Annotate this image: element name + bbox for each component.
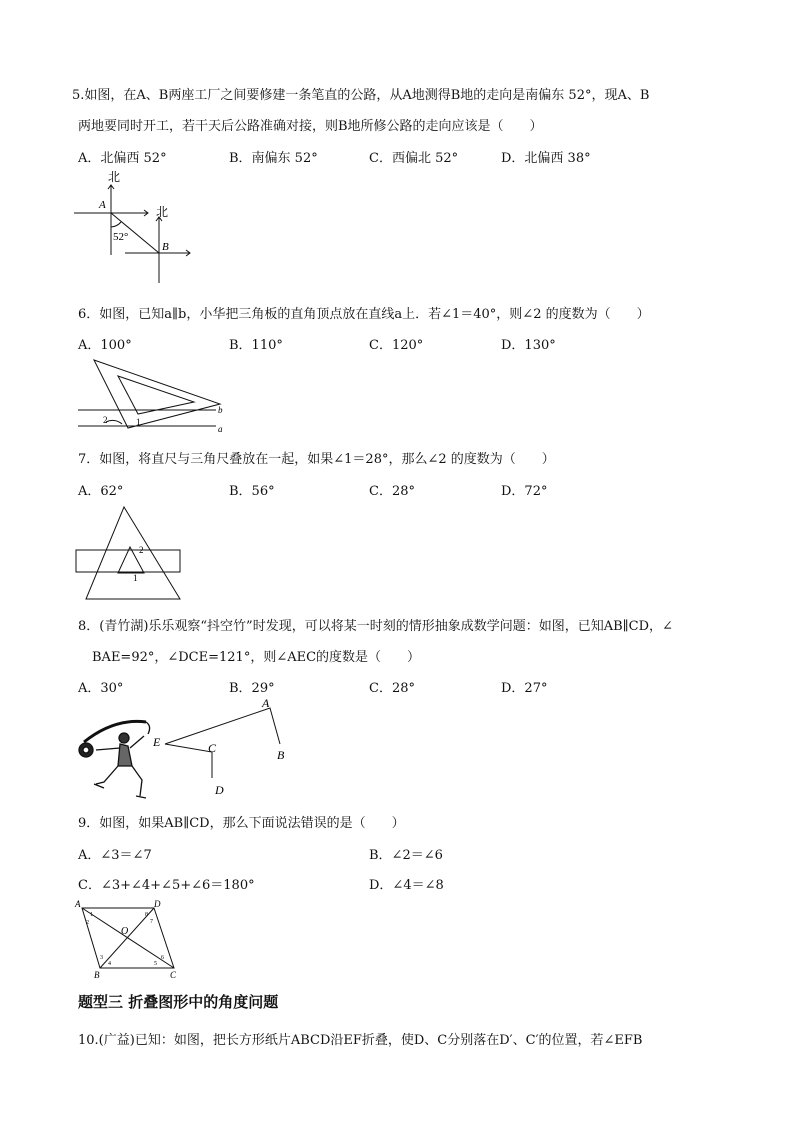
q9-angle-4: 4 <box>108 961 111 967</box>
q8-label-c: C <box>208 741 217 755</box>
q5-angle-label: 52° <box>113 231 129 243</box>
q5-option-c: C．西偏北 52° <box>369 151 459 166</box>
q8-option-c: C．28° <box>369 681 415 696</box>
q7-option-c: C．28° <box>369 484 415 499</box>
q9-angle-3: 3 <box>100 955 103 961</box>
q6-text-line1: 6．如图，已知a∥b，小华把三角板的直角顶点放在直线a上．若∠1＝40°，则∠2 的度数为（ ） <box>78 307 650 322</box>
q6-label-a: a <box>218 424 223 434</box>
q9-option-a: A．∠3＝∠7 <box>78 848 152 863</box>
q9-angle-6: 6 <box>161 955 164 961</box>
q5-option-b: B．南偏东 52° <box>229 151 318 166</box>
q9-option-c: C．∠3+∠4+∠5+∠6＝180° <box>78 878 255 893</box>
q9-label-c: C <box>170 970 177 980</box>
q5-north-label-2: 北 <box>156 205 169 219</box>
q9-angle-2: 2 <box>86 920 89 926</box>
q6-option-d: D．130° <box>501 338 556 353</box>
q9-label-a: A <box>75 899 81 909</box>
q7-figure <box>74 503 184 603</box>
q8-text-line1: 8．(青竹湖)乐乐观察“抖空竹”时发现，可以将某一时刻的情形抽象成数学问题：如图，已知AB∥CD，∠ <box>78 619 673 634</box>
q6-angle-2: 2 <box>103 415 108 425</box>
q6-option-c: C．120° <box>369 338 424 353</box>
q6-figure <box>76 356 236 436</box>
q5-text-line1: 5.如图，在A、B两座工厂之间要修建一条笔直的公路，从A地测得B地的走向是南偏东 52°，现A、B <box>72 88 650 103</box>
q5-figure <box>70 165 200 295</box>
q9-angle-5: 5 <box>154 961 157 967</box>
q6-label-b: b <box>218 405 223 415</box>
q9-angle-1: 1 <box>90 912 93 918</box>
q9-option-d: D．∠4＝∠8 <box>369 878 444 893</box>
q9-text-line1: 9．如图，如果AB∥CD，那么下面说法错误的是（ ） <box>78 816 405 831</box>
q5-label-a: A <box>99 199 106 211</box>
q8-option-b: B．29° <box>229 681 275 696</box>
q7-angle-1: 1 <box>133 573 138 583</box>
q9-angle-8: 8 <box>145 912 148 918</box>
q10-text-line1: 10.(广益)已知：如图，把长方形纸片ABCD沿EF折叠，使D、C分别落在D′、C′的位置，若∠EFB <box>78 1033 643 1048</box>
q5-north-label-1: 北 <box>108 170 121 184</box>
q7-angle-2: 2 <box>139 545 144 555</box>
q8-label-d: D <box>215 783 224 797</box>
q5-option-a: A．北偏西 52° <box>78 151 167 166</box>
q7-option-d: D．72° <box>501 484 548 499</box>
section-heading: 题型三 折叠图形中的角度问题 <box>78 993 279 1011</box>
q5-label-b: B <box>162 241 169 253</box>
q9-figure <box>70 898 190 982</box>
q9-label-o: O <box>121 926 129 937</box>
q9-label-d: D <box>154 899 161 909</box>
q8-label-a: A <box>262 696 270 710</box>
q5-option-d: D．北偏西 38° <box>501 151 591 166</box>
q8-option-d: D．27° <box>501 681 548 696</box>
q8-text-line2: BAE=92°，∠DCE=121°，则∠AEC的度数是（ ） <box>92 650 421 665</box>
q6-angle-1: 1 <box>136 417 141 427</box>
q9-angle-7: 7 <box>150 919 153 925</box>
q6-option-b: B．110° <box>229 338 283 353</box>
q6-option-a: A．100° <box>78 338 132 353</box>
q5-text-line2: 两地要同时开工，若干天后公路准确对接，则B地所修公路的走向应该是（ ） <box>78 119 543 134</box>
q7-text-line1: 7．如图，将直尺与三角尺叠放在一起，如果∠1＝28°，那么∠2 的度数为（ ） <box>78 452 555 467</box>
q8-label-b: B <box>277 748 285 762</box>
q7-option-b: B．56° <box>229 484 275 499</box>
q8-figure <box>150 696 300 800</box>
q9-label-b: B <box>94 970 100 980</box>
q7-option-a: A．62° <box>78 484 124 499</box>
q8-label-e: E <box>153 735 161 749</box>
q8-option-a: A．30° <box>78 681 124 696</box>
q9-option-b: B．∠2＝∠6 <box>369 848 443 863</box>
